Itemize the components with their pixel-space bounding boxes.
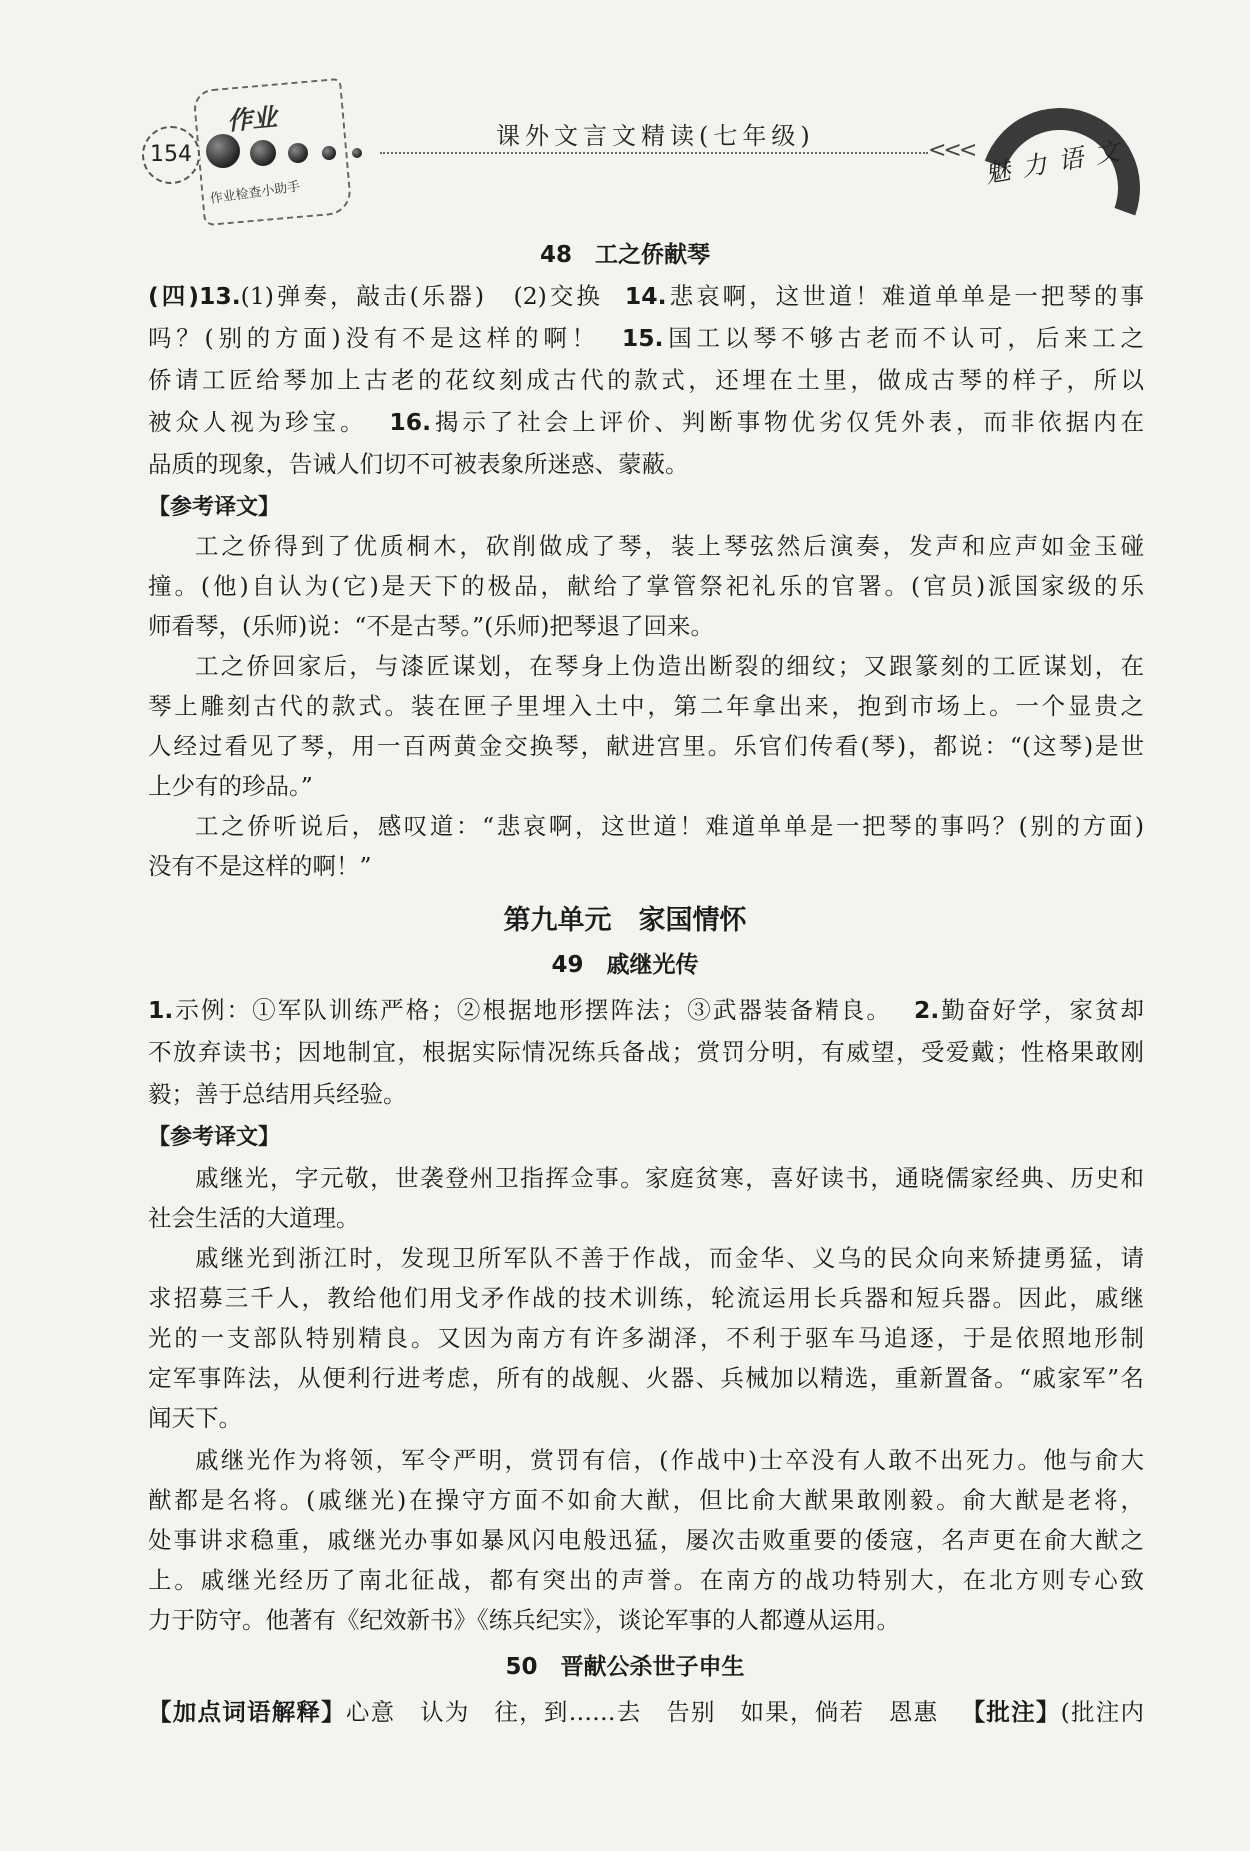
- reference-translation-label: 【参考译文】: [148, 1125, 281, 1150]
- translation-line: 撞。(他)自认为(它)是天下的极品，献给了掌管祭祀礼乐的官署。(官员)派国家级的乐: [148, 572, 1144, 600]
- translation-line: 工之侨听说后，感叹道：“悲哀啊，这世道！难道单单是一把琴的事吗？(别的方面): [195, 812, 1144, 840]
- translation-line: 猷都是名将。(戚继光)在操守方面不如俞大猷，但比俞大猷果敢刚毅。俞大猷是老将，: [148, 1486, 1144, 1514]
- annotation-label: 【加点词语解释】: [148, 1698, 346, 1726]
- decor-dot: [322, 146, 336, 160]
- translation-line: 定军事阵法，从便利行进考虑，所有的战舰、火器、兵械加以精选，重新置备。“戚家军”名: [148, 1364, 1144, 1392]
- annotation-label: 【批注】: [960, 1698, 1061, 1726]
- translation-line: 戚继光到浙江时，发现卫所军队不善于作战，而金华、义乌的民众向来矫捷勇猛，请: [195, 1244, 1144, 1272]
- translation-line: 没有不是这样的啊！”: [148, 852, 372, 880]
- translation-line: 处事讲求稳重，戚继光办事如暴风闪电般迅猛，屡次击败重要的倭寇，名声更在俞大猷之: [148, 1526, 1144, 1554]
- answer-text: 被众人视为珍宝。: [148, 408, 368, 436]
- page-number: 154: [142, 126, 200, 184]
- answer-text: (批注内: [1060, 1698, 1145, 1726]
- answer-text: 揭示了社会上评价、判断事物优劣仅凭外表，而非依据内在: [431, 408, 1145, 436]
- answer-line: [148, 276, 1144, 316]
- question-label: 16.: [389, 408, 432, 436]
- question-label: 2.: [913, 996, 940, 1024]
- answer-text: 示例：①军队训练严格；②根据地形摆阵法；③武器装备精良。: [173, 996, 892, 1024]
- stamp-title: 作业: [225, 102, 279, 136]
- answer-text: 吗？(别的方面)没有不是这样的啊！: [148, 324, 600, 352]
- translation-line: 社会生活的大道理。: [148, 1204, 360, 1232]
- reference-translation-label: 【参考译文】: [148, 495, 281, 520]
- answer-text: 心意 认为 往，到……去 告别 如果，倘若 恩惠: [345, 1698, 939, 1726]
- answer-text: 悲哀啊，这世道！难道单单是一把琴的事: [666, 282, 1144, 310]
- page-header: [0, 0, 1250, 235]
- answer-line: [148, 990, 1144, 1030]
- decor-dot: [206, 134, 240, 168]
- translation-line: 上少有的珍品。”: [148, 772, 313, 800]
- answer-line: [148, 1692, 1144, 1732]
- series-name: 魅力语文: [982, 134, 1134, 189]
- question-label: 14.: [624, 282, 667, 310]
- translation-line: 光的一支部队特别精良。又因为南方有许多湖泽，不利于驱车马追逐，于是依照地形制: [148, 1324, 1144, 1352]
- translation-line: 力于防守。他著有《纪效新书》《练兵纪实》，谈论军事的人都遵从运用。: [148, 1606, 900, 1634]
- decor-dot: [352, 148, 362, 158]
- question-label: 15.: [621, 324, 664, 352]
- answer-line: 品质的现象，告诫人们切不可被表象所迷惑、蒙蔽。: [148, 450, 689, 478]
- translation-line: 师看琴，(乐师)说：“不是古琴。”(乐师)把琴退了回来。: [148, 612, 714, 640]
- answer-text: 勤奋好学，家贫却: [939, 996, 1145, 1024]
- translation-line: 上。戚继光经历了南北征战，都有突出的声誉。在南方的战功特别大，在北方则专心致: [148, 1566, 1144, 1594]
- stamp-subtitle: 作业检查小助手: [209, 179, 302, 207]
- answer-text: (1)弹奏，敲击(乐器) (2)交换: [240, 282, 603, 310]
- decor-dot: [250, 140, 276, 166]
- translation-line: 闻天下。: [148, 1404, 242, 1432]
- chevrons-icon: <<<: [928, 138, 975, 163]
- unit-9-title: 第九单元 家国情怀: [503, 905, 747, 936]
- translation-line: 工之侨得到了优质桐木，砍削做成了琴，装上琴弦然后演奏，发声和应声如金玉碰: [195, 532, 1144, 560]
- header-rule: [380, 152, 928, 154]
- translation-line: 戚继光，字元敬，世袭登州卫指挥佥事。家庭贫寒，喜好读书，通晓儒家经典、历史和: [195, 1164, 1144, 1192]
- answer-line: 不放弃读书；因地制宜，根据实际情况练兵备战；赏罚分明，有威望，受爱戴；性格果敢刚: [148, 1038, 1144, 1066]
- answer-text: 国工以琴不够古老而不认可，后来工之: [663, 324, 1144, 352]
- answer-line: 侨请工匠给琴加上古老的花纹刻成古代的款式，还埋在土里，做成古琴的样子，所以: [148, 366, 1144, 394]
- section-48-title: 48 工之侨献琴: [539, 242, 710, 268]
- book-title: 课外文言文精读(七年级): [496, 122, 815, 150]
- section-49-title: 49 戚继光传: [551, 952, 699, 978]
- answer-line: [148, 318, 1144, 358]
- translation-line: 琴上雕刻古代的款式。装在匣子里埋入土中，第二年拿出来，抱到市场上。一个显贵之: [148, 692, 1144, 720]
- question-label: 1.: [148, 996, 174, 1024]
- translation-line: 求招募三千人，教给他们用戈矛作战的技术训练，轮流运用长兵器和短兵器。因此，戚继: [148, 1284, 1144, 1312]
- answer-line: [148, 402, 1144, 442]
- section-50-title: 50 晋献公杀世子申生: [505, 1654, 745, 1680]
- question-label: (四)13.: [148, 282, 241, 310]
- translation-line: 人经过看见了琴，用一百两黄金交换琴，献进宫里。乐官们传看(琴)，都说：“(这琴)是世: [148, 732, 1144, 760]
- decor-dot: [288, 143, 308, 163]
- answer-line: 毅；善于总结用兵经验。: [148, 1080, 407, 1108]
- translation-line: 戚继光作为将领，军令严明，赏罚有信，(作战中)士卒没有人敢不出死力。他与俞大: [195, 1446, 1144, 1474]
- translation-line: 工之侨回家后，与漆匠谋划，在琴身上伪造出断裂的细纹；又跟篆刻的工匠谋划，在: [195, 652, 1144, 680]
